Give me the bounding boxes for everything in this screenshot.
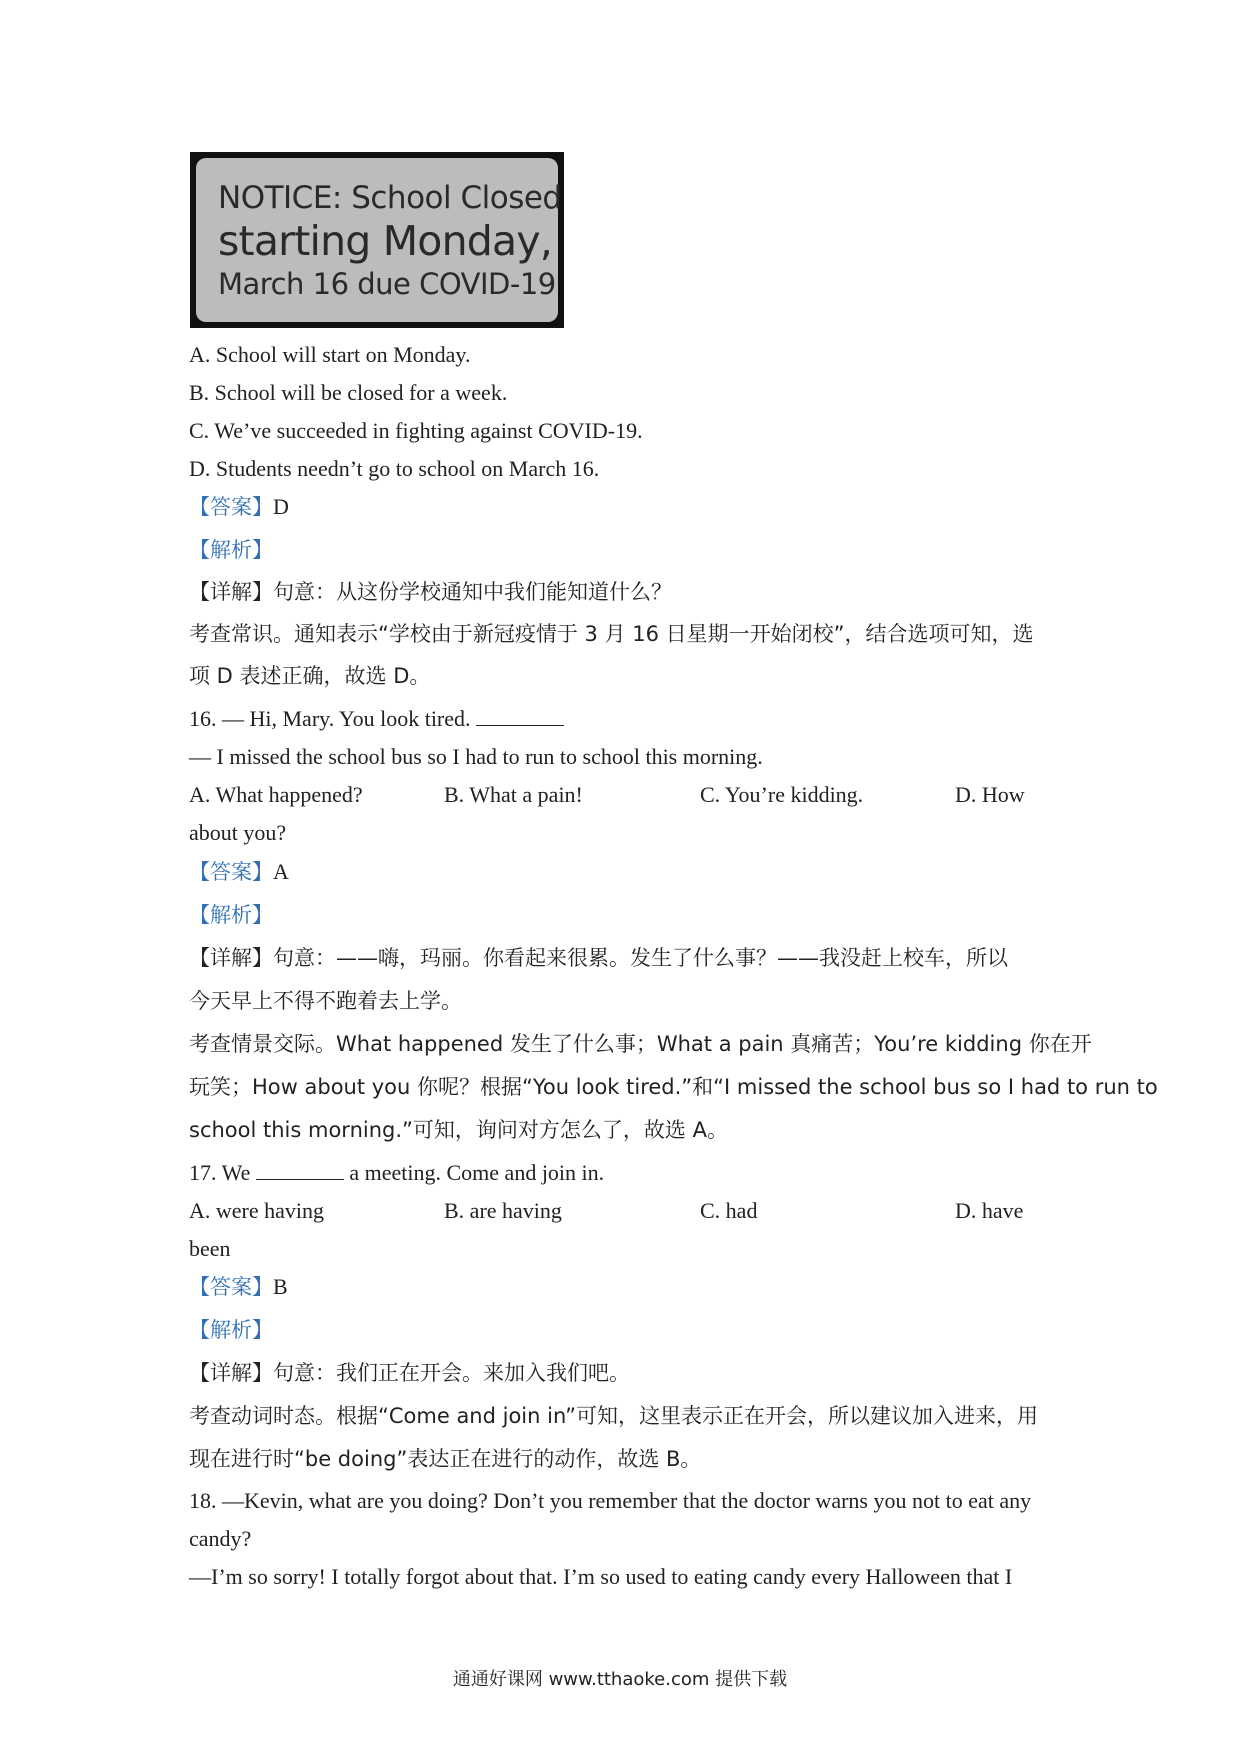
- q16-detail-line-1: [189, 945, 1008, 971]
- q16-option-c: C. You’re kidding.: [700, 782, 864, 807]
- q17-option-d-cont: been: [189, 1236, 231, 1261]
- notice-line-2: starting Monday,: [218, 217, 553, 265]
- q15-detail: 句意：从这份学校通知中我们能知道什么？: [273, 580, 672, 604]
- q17-option-d: D. have: [955, 1198, 1024, 1223]
- q16-detail-line-2: 今天早上不得不跑着去上学。: [189, 989, 462, 1013]
- q16-option-b: B. What a pain!: [444, 782, 583, 807]
- q16-option-d-cont: about you?: [189, 820, 287, 845]
- detail-tag: 【详解】: [189, 580, 273, 604]
- q17-answer: B: [273, 1274, 288, 1299]
- q15-option-c: C. We’ve succeeded in fighting against COVID-19.: [189, 418, 643, 443]
- q17-explain-1: 考查动词时态。根据“Come and join in”可知，这里表示正在开会，所以建议加入进来，用: [189, 1404, 1039, 1428]
- answer-blank: [476, 707, 564, 726]
- q17-answer-line: [189, 1274, 288, 1300]
- q17-option-c: C. had: [700, 1198, 758, 1223]
- q18-stem-3: —I’m so sorry! I totally forgot about that. I’m so used to eating candy every Halloween that I: [189, 1564, 1013, 1589]
- q17-stem: [189, 1160, 604, 1186]
- notice-image: [190, 152, 564, 328]
- q16-stem-text: 16. — Hi, Mary. You look tired.: [189, 706, 471, 731]
- q17-option-a: A. were having: [189, 1198, 325, 1223]
- notice-sign: [196, 158, 562, 322]
- detail-tag: 【详解】: [189, 946, 273, 970]
- q16-answer: A: [273, 859, 289, 884]
- q16-answer-line: [189, 859, 289, 885]
- q15-explain-2: 项 D 表述正确，故选 D。: [189, 664, 431, 688]
- q15-answer: D: [273, 494, 289, 519]
- q18-stem-2: candy?: [189, 1526, 252, 1551]
- notice-line-1: NOTICE: School Closed: [218, 180, 562, 216]
- q17-analysis-tag: 【解析】: [189, 1318, 273, 1342]
- q18-stem-1: 18. —Kevin, what are you doing? Don’t you remember that the doctor warns you not to eat any: [189, 1488, 1032, 1513]
- answer-tag: 【答案】: [189, 860, 273, 884]
- answer-blank: [256, 1161, 344, 1180]
- q16-stem-2: — I missed the school bus so I had to run to school this morning.: [189, 744, 763, 769]
- q15-option-a: A. School will start on Monday.: [189, 342, 471, 367]
- q15-detail-line: [189, 579, 672, 605]
- q16-option-d: D. How: [955, 782, 1025, 807]
- q15-analysis-tag: 【解析】: [189, 538, 273, 562]
- q15-explain-1: 考查常识。通知表示“学校由于新冠疫情于 3 月 16 日星期一开始闭校”，结合选项可知，选: [189, 622, 1034, 646]
- q16-explain-1: 考查情景交际。What happened 发生了什么事；What a pain 真痛苦；You’re kidding 你在开: [189, 1032, 1092, 1056]
- answer-tag: 【答案】: [189, 495, 273, 519]
- q16-option-a: A. What happened?: [189, 782, 363, 807]
- q15-answer-line: [189, 494, 289, 520]
- q17-stem-pre: 17. We: [189, 1160, 251, 1185]
- q16-analysis-tag: 【解析】: [189, 903, 273, 927]
- q17-option-b: B. are having: [444, 1198, 562, 1223]
- q16-stem-1: [189, 706, 564, 732]
- q16-detail-1: 句意：——嗨，玛丽。你看起来很累。发生了什么事？——我没赶上校车，所以: [273, 946, 1008, 970]
- q16-explain-3: school this morning.”可知，询问对方怎么了，故选 A。: [189, 1118, 728, 1142]
- q17-explain-2: 现在进行时“be doing”表达正在进行的动作，故选 B。: [189, 1447, 702, 1471]
- answer-tag: 【答案】: [189, 1275, 273, 1299]
- q17-detail-line: [189, 1360, 630, 1386]
- page-footer: 通通好课网 www.tthaoke.com 提供下载: [452, 1669, 788, 1690]
- notice-line-3: March 16 due COVID-19: [218, 267, 556, 301]
- q17-detail: 句意：我们正在开会。来加入我们吧。: [273, 1361, 630, 1385]
- q17-stem-post: a meeting. Come and join in.: [349, 1160, 605, 1185]
- q15-option-b: B. School will be closed for a week.: [189, 380, 508, 405]
- detail-tag: 【详解】: [189, 1361, 273, 1385]
- q15-option-d: D. Students needn’t go to school on March 16.: [189, 456, 600, 481]
- q16-explain-2: 玩笑；How about you 你呢？根据“You look tired.”和“I missed the school bus so I had to run to: [189, 1075, 1158, 1099]
